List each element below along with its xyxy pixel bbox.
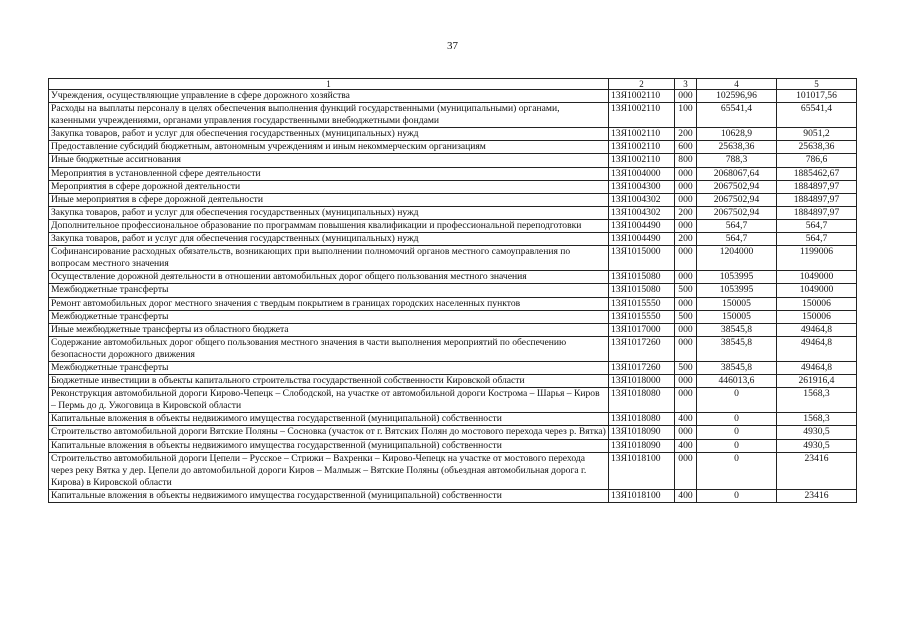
table-row <box>49 489 857 502</box>
row-amount-col4: 1053995 <box>697 271 777 284</box>
row-amount-col5: 23416 <box>777 452 857 489</box>
table-row <box>49 375 857 388</box>
table-row <box>49 426 857 439</box>
row-name: Межбюджетные трансферты <box>49 284 609 297</box>
row-expense-type: 800 <box>675 154 697 167</box>
row-amount-col5: 786,6 <box>777 154 857 167</box>
row-amount-col5: 564,7 <box>777 233 857 246</box>
row-name: Мероприятия в сфере дорожной деятельности <box>49 180 609 193</box>
row-name: Предоставление субсидий бюджетным, автономным учреждениям и иным некоммерческим организациям <box>49 141 609 154</box>
row-expense-type: 000 <box>675 426 697 439</box>
row-amount-col4: 0 <box>697 489 777 502</box>
row-name: Мероприятия в установленной сфере деятельности <box>49 167 609 180</box>
row-expense-type: 000 <box>675 323 697 336</box>
row-expense-type: 200 <box>675 206 697 219</box>
row-name: Иные бюджетные ассигнования <box>49 154 609 167</box>
table-row <box>49 297 857 310</box>
row-code: 13Я1015550 <box>609 297 675 310</box>
row-code: 13Я1002110 <box>609 90 675 103</box>
row-amount-col5: 4930,5 <box>777 439 857 452</box>
row-expense-type: 000 <box>675 90 697 103</box>
table-row <box>49 336 857 361</box>
row-amount-col5: 150006 <box>777 310 857 323</box>
row-amount-col5: 23416 <box>777 489 857 502</box>
row-code: 13Я1004490 <box>609 219 675 232</box>
row-code: 13Я1004000 <box>609 167 675 180</box>
row-amount-col5: 1568,3 <box>777 413 857 426</box>
row-amount-col5: 1049000 <box>777 271 857 284</box>
row-expense-type: 200 <box>675 128 697 141</box>
row-expense-type: 000 <box>675 388 697 413</box>
row-code: 13Я1017260 <box>609 336 675 361</box>
row-name: Иные межбюджетные трансферты из областного бюджета <box>49 323 609 336</box>
table-row <box>49 180 857 193</box>
row-amount-col5: 1568,3 <box>777 388 857 413</box>
row-code: 13Я1018090 <box>609 426 675 439</box>
page-number: 37 <box>447 40 458 52</box>
row-amount-col4: 150005 <box>697 297 777 310</box>
row-code: 13Я1017260 <box>609 361 675 374</box>
row-amount-col4: 150005 <box>697 310 777 323</box>
row-amount-col4: 2067502,94 <box>697 193 777 206</box>
row-expense-type: 500 <box>675 310 697 323</box>
row-expense-type: 500 <box>675 361 697 374</box>
row-code: 13Я1018080 <box>609 388 675 413</box>
row-expense-type: 000 <box>675 219 697 232</box>
row-name: Закупка товаров, работ и услуг для обеспечения государственных (муниципальных) нужд <box>49 128 609 141</box>
table-row <box>49 413 857 426</box>
table-row <box>49 323 857 336</box>
row-amount-col5: 1885462,67 <box>777 167 857 180</box>
row-name: Межбюджетные трансферты <box>49 361 609 374</box>
row-amount-col4: 38545,8 <box>697 323 777 336</box>
table-row <box>49 206 857 219</box>
row-expense-type: 400 <box>675 413 697 426</box>
table-row <box>49 103 857 128</box>
row-expense-type: 000 <box>675 246 697 271</box>
row-amount-col5: 25638,36 <box>777 141 857 154</box>
row-amount-col4: 0 <box>697 439 777 452</box>
row-code: 13Я1015080 <box>609 271 675 284</box>
header-col-3: 3 <box>675 79 697 90</box>
row-amount-col4: 0 <box>697 388 777 413</box>
row-code: 13Я1018100 <box>609 452 675 489</box>
row-expense-type: 000 <box>675 167 697 180</box>
row-amount-col5: 49464,8 <box>777 336 857 361</box>
row-code: 13Я1015000 <box>609 246 675 271</box>
row-name: Осуществление дорожной деятельности в отношении автомобильных дорог общего пользования местного значения <box>49 271 609 284</box>
table-row <box>49 271 857 284</box>
table-row <box>49 90 857 103</box>
row-amount-col4: 0 <box>697 426 777 439</box>
row-amount-col4: 564,7 <box>697 233 777 246</box>
header-col-4: 4 <box>697 79 777 90</box>
row-expense-type: 000 <box>675 452 697 489</box>
row-code: 13Я1004490 <box>609 233 675 246</box>
header-col-5: 5 <box>777 79 857 90</box>
table-row <box>49 452 857 489</box>
row-amount-col4: 25638,36 <box>697 141 777 154</box>
row-amount-col4: 1204000 <box>697 246 777 271</box>
row-expense-type: 400 <box>675 439 697 452</box>
row-code: 13Я1017000 <box>609 323 675 336</box>
table-header-row <box>49 79 857 90</box>
row-expense-type: 500 <box>675 284 697 297</box>
header-col-2: 2 <box>609 79 675 90</box>
row-amount-col4: 446013,6 <box>697 375 777 388</box>
row-name: Строительство автомобильной дороги Вятские Поляны – Сосновка (участок от г. Вятских Полян до мостового перехода через р. Вятка) <box>49 426 609 439</box>
row-amount-col5: 1199006 <box>777 246 857 271</box>
table-row <box>49 154 857 167</box>
row-expense-type: 000 <box>675 180 697 193</box>
row-amount-col4: 564,7 <box>697 219 777 232</box>
row-amount-col5: 1049000 <box>777 284 857 297</box>
row-amount-col4: 10628,9 <box>697 128 777 141</box>
row-code: 13Я1015550 <box>609 310 675 323</box>
row-code: 13Я1004300 <box>609 180 675 193</box>
table-row <box>49 246 857 271</box>
row-name: Дополнительное профессиональное образование по программам повышения квалификации и профессиональной переподготовки <box>49 219 609 232</box>
table-row <box>49 219 857 232</box>
row-expense-type: 100 <box>675 103 697 128</box>
row-amount-col4: 2067502,94 <box>697 180 777 193</box>
row-amount-col4: 1053995 <box>697 284 777 297</box>
row-amount-col5: 150006 <box>777 297 857 310</box>
table-row <box>49 128 857 141</box>
row-code: 13Я1018100 <box>609 489 675 502</box>
row-code: 13Я1004302 <box>609 206 675 219</box>
row-amount-col5: 261916,4 <box>777 375 857 388</box>
row-amount-col5: 1884897,97 <box>777 180 857 193</box>
budget-table <box>48 78 857 503</box>
row-amount-col5: 101017,56 <box>777 90 857 103</box>
row-name: Бюджетные инвестиции в объекты капитального строительства государственной собственности Кировской области <box>49 375 609 388</box>
row-expense-type: 000 <box>675 271 697 284</box>
row-name: Учреждения, осуществляющие управление в сфере дорожного хозяйства <box>49 90 609 103</box>
row-name: Межбюджетные трансферты <box>49 310 609 323</box>
table-row <box>49 361 857 374</box>
table-row <box>49 193 857 206</box>
row-amount-col4: 38545,8 <box>697 336 777 361</box>
row-name: Капитальные вложения в объекты недвижимого имущества государственной (муниципальной) собственности <box>49 439 609 452</box>
row-name: Строительство автомобильной дороги Цепели – Русское – Стрижи – Вахренки – Кирово-Чепецк на участке от мостового перехода через реку Вятка у дер. Цепели до автомобильной дороги Киров – Малмыж – Вятские Поляны (объездная автомобильная дорога г. Кирова) в Кировской области <box>49 452 609 489</box>
row-amount-col5: 65541,4 <box>777 103 857 128</box>
row-amount-col4: 0 <box>697 413 777 426</box>
row-code: 13Я1002110 <box>609 154 675 167</box>
row-code: 13Я1002110 <box>609 128 675 141</box>
row-amount-col4: 2068067,64 <box>697 167 777 180</box>
table-row <box>49 233 857 246</box>
row-expense-type: 000 <box>675 193 697 206</box>
row-name: Софинансирование расходных обязательств, возникающих при выполнении полномочий органов местного самоуправления по вопросам местного значения <box>49 246 609 271</box>
row-name: Капитальные вложения в объекты недвижимого имущества государственной (муниципальной) собственности <box>49 413 609 426</box>
table-row <box>49 310 857 323</box>
row-name: Реконструкция автомобильной дороги Кирово-Чепецк – Слободской, на участке от автомобильной дороги Кострома – Шарья – Киров – Пермь до д. Ужоговица в Кировской области <box>49 388 609 413</box>
row-amount-col5: 49464,8 <box>777 323 857 336</box>
row-name: Содержание автомобильных дорог общего пользования местного значения в части выполнения мероприятий по обеспечению безопасности дорожного движения <box>49 336 609 361</box>
table-row <box>49 141 857 154</box>
row-amount-col5: 1884897,97 <box>777 206 857 219</box>
row-code: 13Я1018080 <box>609 413 675 426</box>
table-row <box>49 284 857 297</box>
row-expense-type: 400 <box>675 489 697 502</box>
row-expense-type: 000 <box>675 297 697 310</box>
row-expense-type: 200 <box>675 233 697 246</box>
row-amount-col5: 9051,2 <box>777 128 857 141</box>
row-amount-col5: 4930,5 <box>777 426 857 439</box>
row-code: 13Я1002110 <box>609 103 675 128</box>
row-amount-col4: 0 <box>697 452 777 489</box>
row-name: Ремонт автомобильных дорог местного значения с твердым покрытием в границах городских населенных пунктов <box>49 297 609 310</box>
table-row <box>49 167 857 180</box>
row-expense-type: 600 <box>675 141 697 154</box>
table-row <box>49 439 857 452</box>
row-name: Капитальные вложения в объекты недвижимого имущества государственной (муниципальной) собственности <box>49 489 609 502</box>
row-amount-col4: 38545,8 <box>697 361 777 374</box>
row-code: 13Я1015080 <box>609 284 675 297</box>
row-amount-col5: 1884897,97 <box>777 193 857 206</box>
row-code: 13Я1002110 <box>609 141 675 154</box>
row-expense-type: 000 <box>675 336 697 361</box>
table-body <box>49 79 857 503</box>
row-name: Закупка товаров, работ и услуг для обеспечения государственных (муниципальных) нужд <box>49 206 609 219</box>
row-name: Иные мероприятия в сфере дорожной деятельности <box>49 193 609 206</box>
row-code: 13Я1018000 <box>609 375 675 388</box>
row-amount-col4: 102596,96 <box>697 90 777 103</box>
row-name: Расходы на выплаты персоналу в целях обеспечения выполнения функций государственными (муниципальными) органами, казенными учреждениями, органами управления государственными внебюджетными фондами <box>49 103 609 128</box>
row-name: Закупка товаров, работ и услуг для обеспечения государственных (муниципальных) нужд <box>49 233 609 246</box>
row-code: 13Я1018090 <box>609 439 675 452</box>
table-row <box>49 388 857 413</box>
row-amount-col5: 564,7 <box>777 219 857 232</box>
row-amount-col4: 2067502,94 <box>697 206 777 219</box>
row-amount-col4: 65541,4 <box>697 103 777 128</box>
header-col-1: 1 <box>49 79 609 90</box>
row-amount-col4: 788,3 <box>697 154 777 167</box>
row-expense-type: 000 <box>675 375 697 388</box>
row-code: 13Я1004302 <box>609 193 675 206</box>
row-amount-col5: 49464,8 <box>777 361 857 374</box>
